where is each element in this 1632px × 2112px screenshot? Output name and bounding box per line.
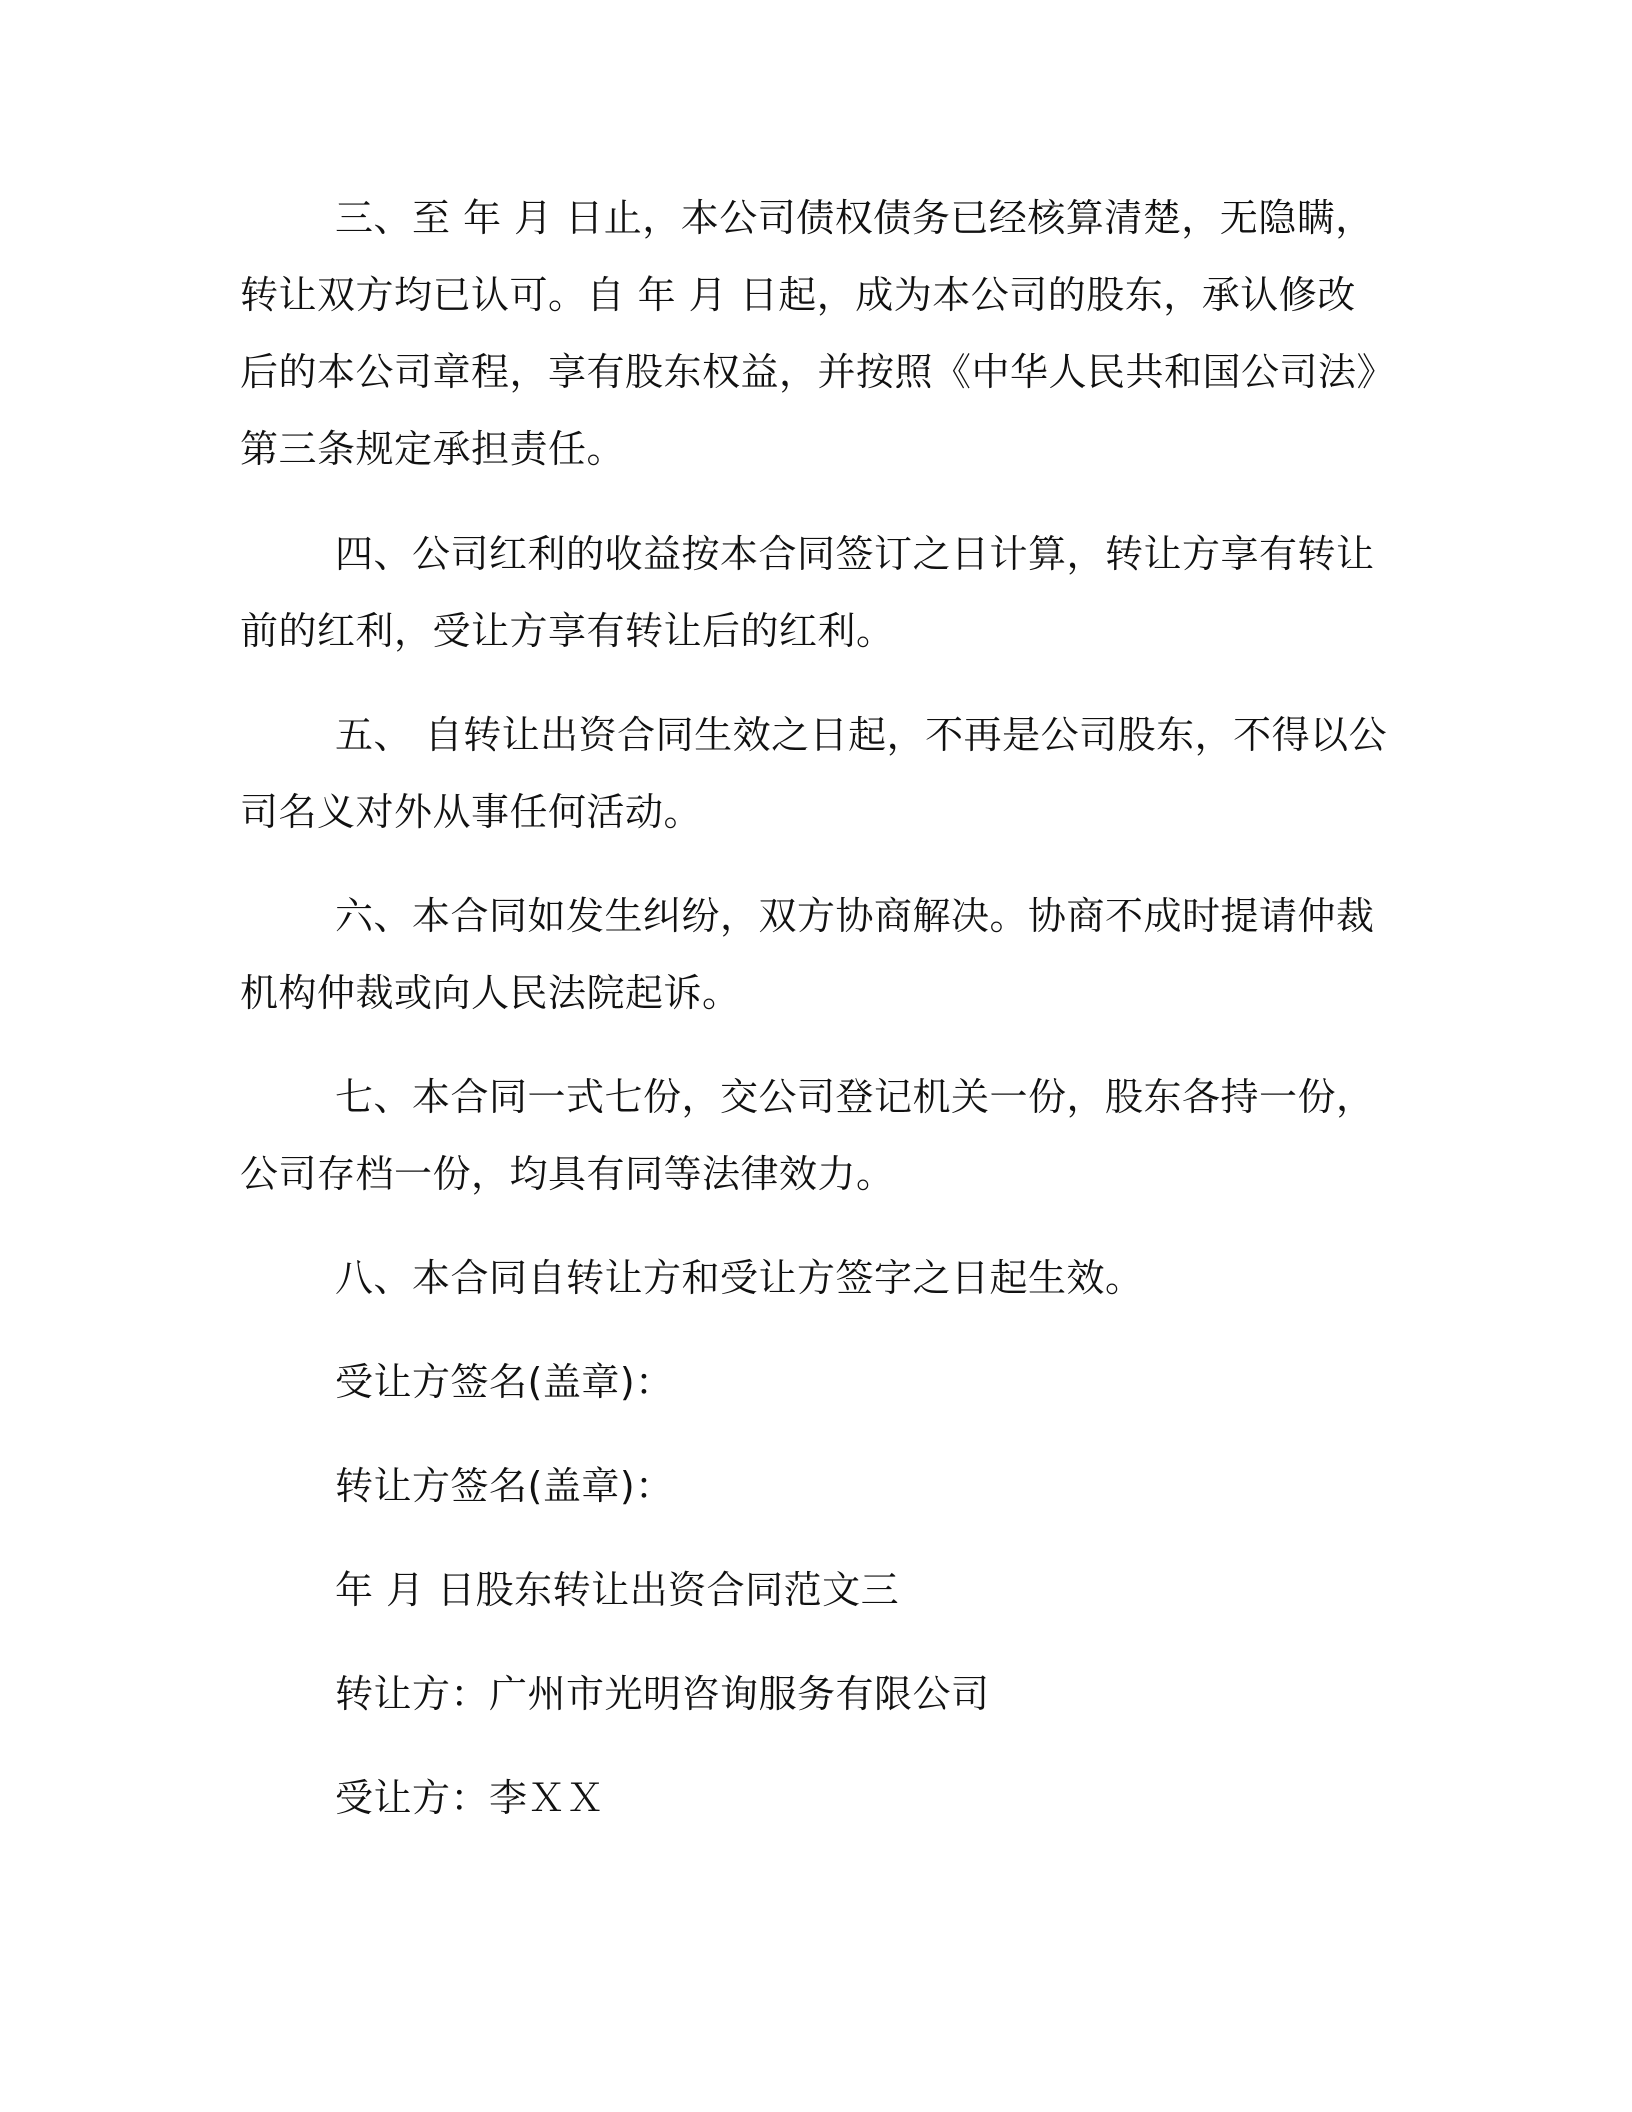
clause-3: 三、至 年 月 日止，本公司债权债务已经核算清楚，无隐瞒，转让双方均已认可。自 年 月 日起，成为本公司的股东，承认修改后的本公司章程，享有股东权益，并按照《中华人民共和国公司法》第三条规定承担责任。 [240,196,1377,471]
clause-5: 五、 自转让出资合同生效之日起，不再是公司股东，不得以公司名义对外从事任何活动。 [240,713,1388,834]
clause-8: 八、本合同自转让方和受让方签字之日起生效。 [335,1256,1144,1300]
clause-7: 七、本合同一式七份，交公司登记机关一份，股东各持一份，公司存档一份，均具有同等法律效力。 [240,1075,1375,1196]
transferor-line: 转让方：广州市光明咨询服务有限公司 [335,1672,990,1716]
date-and-next-title: 年 月 日股东转让出资合同范文三 [335,1568,900,1612]
transferor-signature-line: 转让方签名(盖章)： [335,1464,674,1508]
clause-4: 四、公司红利的收益按本合同签订之日计算，转让方享有转让前的红利，受让方享有转让后的红利。 [240,532,1375,653]
transferee-line: 受让方：李ＸＸ [335,1776,605,1820]
transferee-signature-line: 受让方签名(盖章)： [335,1360,674,1404]
clause-6: 六、本合同如发生纠纷，双方协商解决。协商不成时提请仲裁机构仲裁或向人民法院起诉。 [240,894,1375,1015]
